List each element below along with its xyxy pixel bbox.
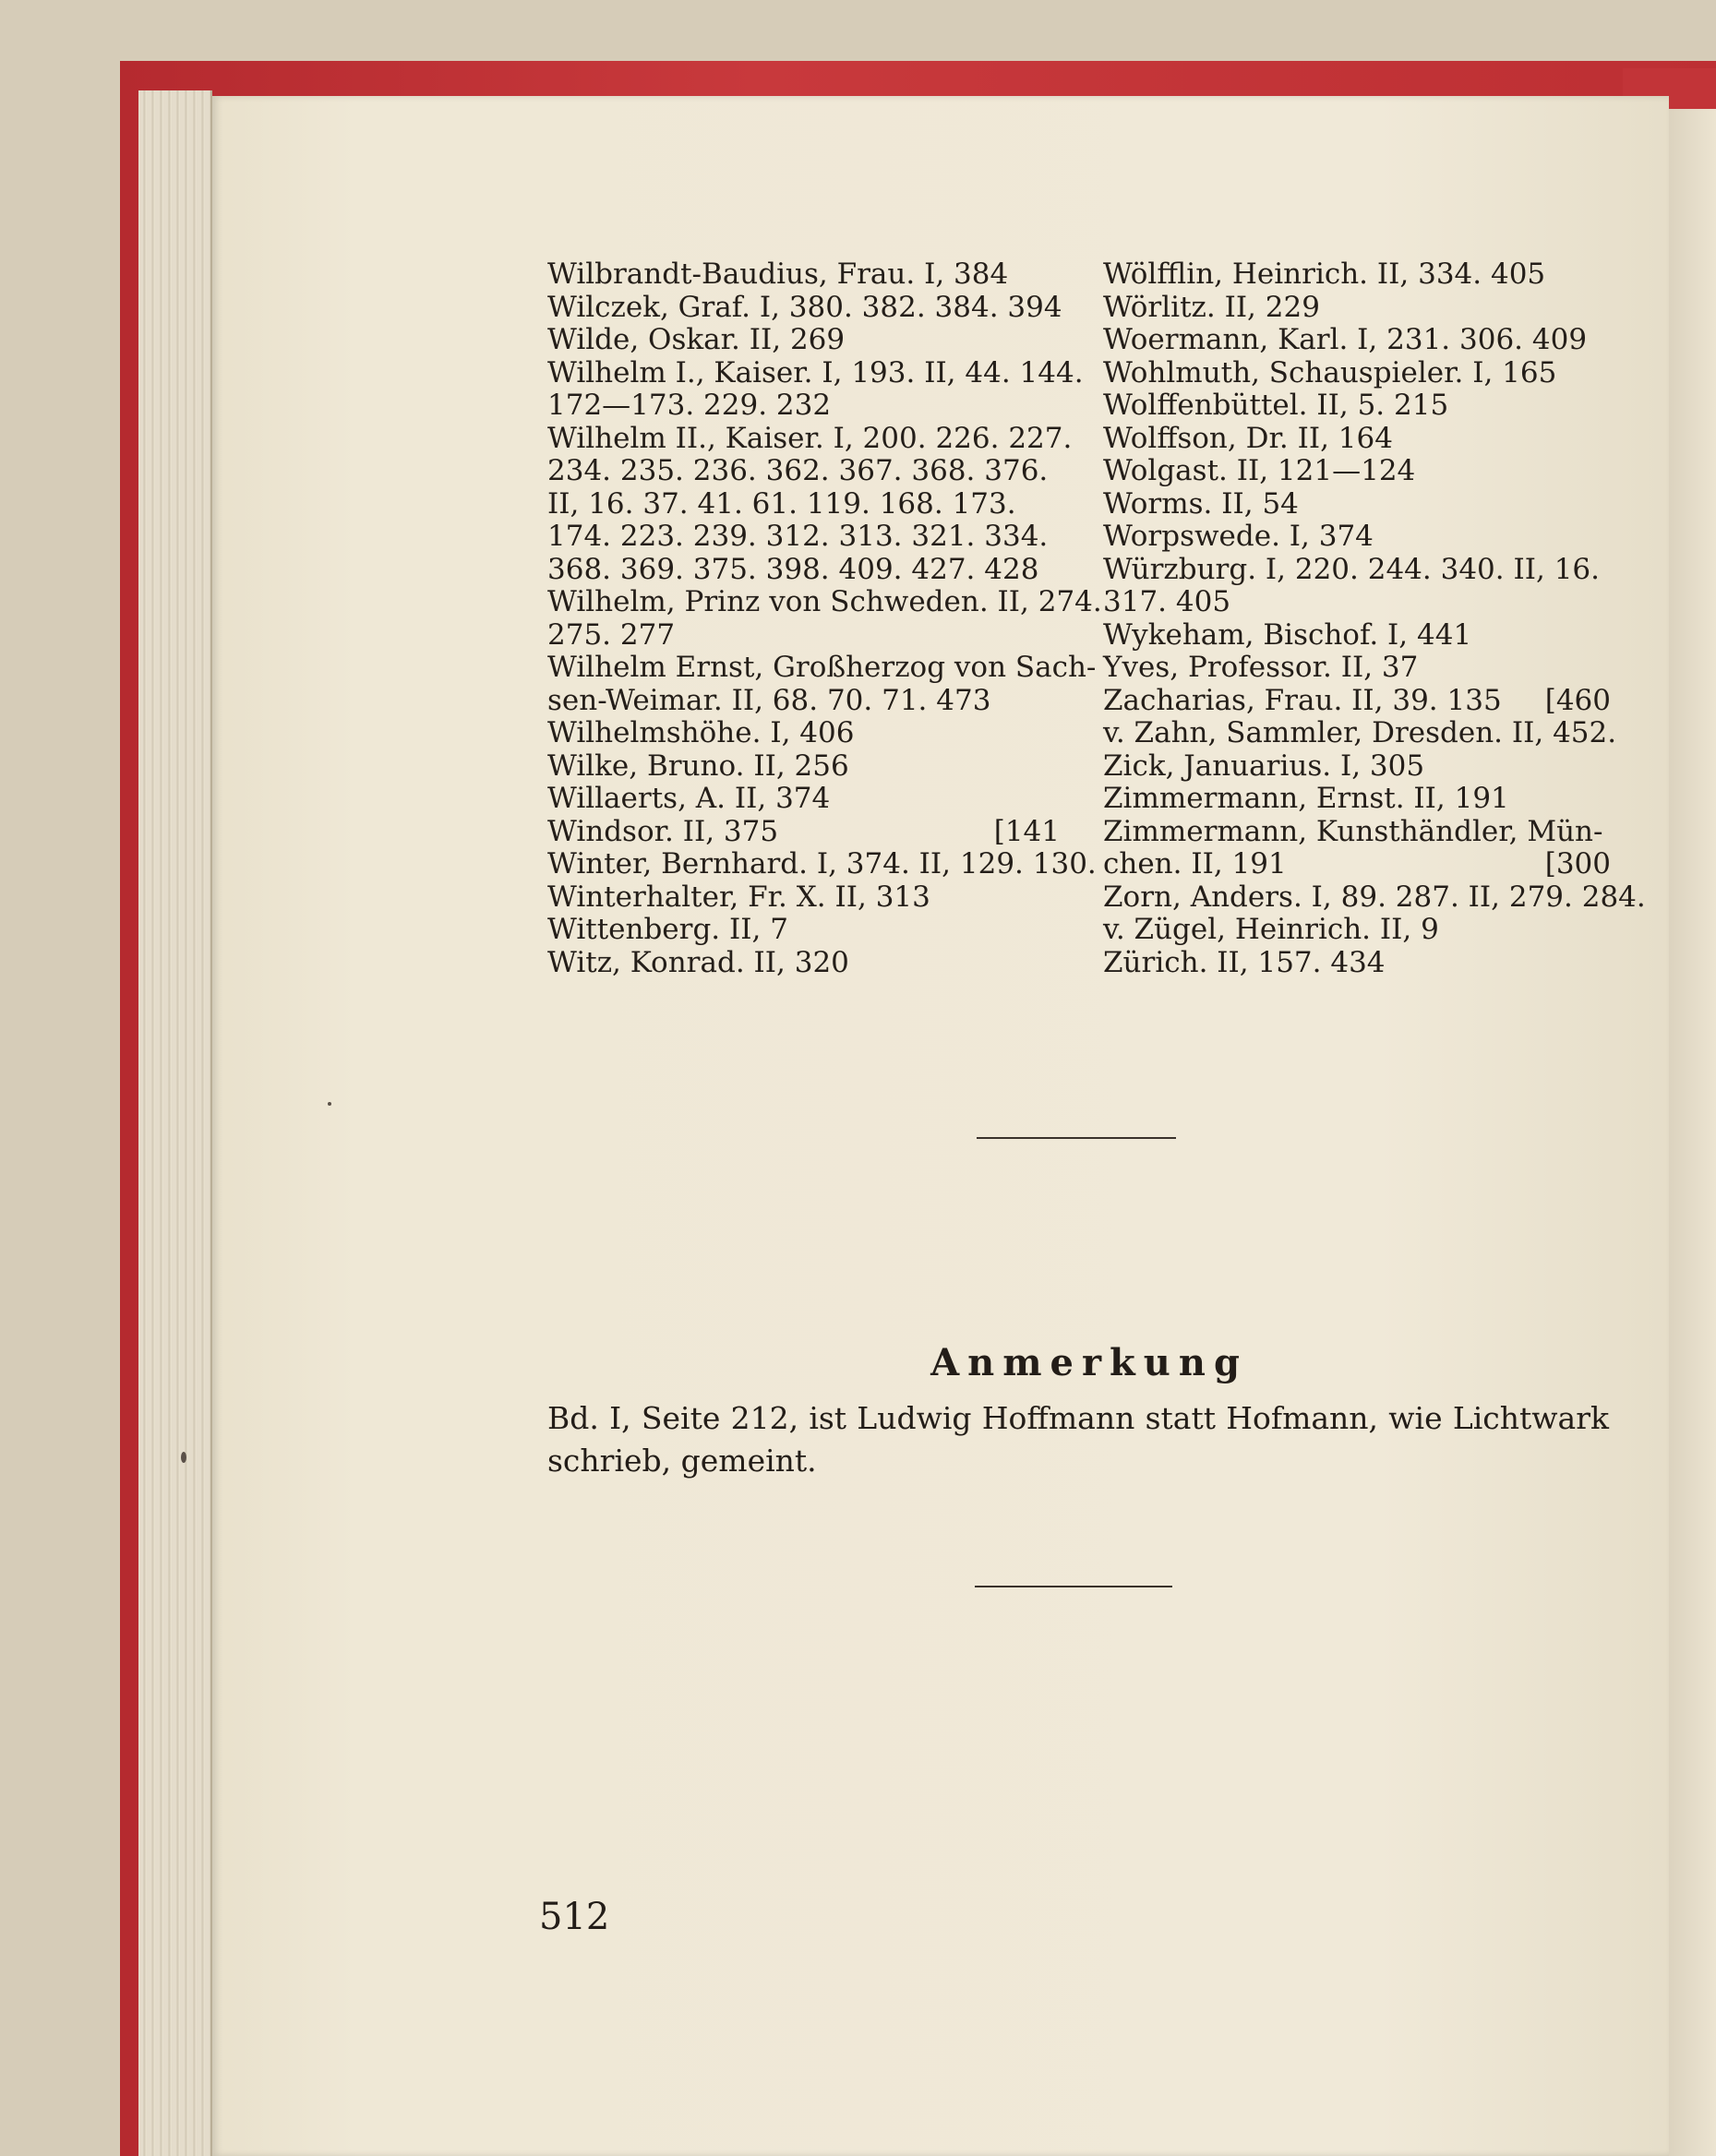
index-entry-line: Willaerts, A. II, 374 <box>547 782 831 815</box>
index-entry <box>1103 258 1611 292</box>
index-entry-line: Zimmermann, Ernst. II, 191 <box>1103 782 1509 815</box>
index-entry-line: Windsor. II, 375 <box>547 814 779 848</box>
page-edges <box>138 90 212 2156</box>
index-entry-line: Wilhelmshöhe. I, 406 <box>547 716 855 749</box>
index-entry-line: Winterhalter, Fr. X. II, 313 <box>547 880 930 914</box>
index-entry <box>547 651 1097 717</box>
index-entry-line: Wilczek, Graf. I, 380. 382. 384. 394 <box>547 290 1062 324</box>
index-entry-continuation: chen. II, 191 <box>1103 847 1287 880</box>
index-entry <box>547 881 1060 915</box>
index-entry <box>1103 816 1611 881</box>
index-entry <box>1103 488 1611 521</box>
index-entry <box>547 947 1060 980</box>
index-entry-line: Winter, Bernhard. I, 374. II, 129. 130. <box>547 847 1097 880</box>
index-entry-continuation: 275. 277 <box>547 617 676 652</box>
index-entry <box>547 258 1060 292</box>
index-entry-line: Wörlitz. II, 229 <box>1103 290 1320 324</box>
index-entry <box>547 717 1060 750</box>
index-entry <box>1103 750 1611 784</box>
index-entry-line: Zimmermann, Kunsthändler, Mün- <box>1103 814 1603 848</box>
index-entry <box>1103 521 1611 554</box>
index-entry <box>1103 914 1611 947</box>
index-entry-line: Wolgast. II, 121—124 <box>1103 454 1416 487</box>
index-column-left <box>547 258 1102 979</box>
section-rule-bottom <box>975 1586 1172 1587</box>
index-entry <box>547 421 1073 587</box>
index-entry <box>1103 619 1611 653</box>
index-entry <box>1103 652 1611 685</box>
index-entry-continuation: 368. 369. 375. 398. 409. 427. 428 <box>547 552 1039 586</box>
index-entry-line: Woermann, Karl. I, 231. 306. 409 <box>1103 323 1588 356</box>
index-entry-line: Worpswede. I, 374 <box>1103 520 1374 553</box>
index-entry-continuation: II, 16. 37. 41. 61. 119. 168. 173. <box>547 486 1016 521</box>
index-entry-line: Zacharias, Frau. II, 39. 135 <box>1103 683 1502 717</box>
index-entry-line: v. Zügel, Heinrich. II, 9 <box>1103 913 1439 946</box>
index-entry-line: v. Zahn, Sammler, Dresden. II, 452. <box>1103 716 1617 749</box>
index-entry <box>1103 947 1611 980</box>
carryover-page-marker: [141 <box>993 814 1060 848</box>
index-entry-line: Wolffenbüttel. II, 5. 215 <box>1103 389 1449 422</box>
note-heading: Anmerkung <box>930 1341 1248 1384</box>
index-entry <box>1103 292 1611 325</box>
index-entry <box>1103 423 1611 456</box>
index-entry <box>547 847 1097 881</box>
carryover-page-marker: [300 <box>1544 847 1611 880</box>
index-entry-line: Wilhelm, Prinz von Schweden. II, 274. <box>547 585 1102 618</box>
index-entry-line: Worms. II, 54 <box>1103 486 1299 521</box>
index-entry-line: Würzburg. I, 220. 244. 340. II, 16. <box>1103 552 1600 586</box>
index-entry-continuation: 317. 405 <box>1103 585 1231 618</box>
index-entry-continuation: sen-Weimar. II, 68. 70. 71. 473 <box>547 683 991 717</box>
index-entry-line: Wittenberg. II, 7 <box>547 913 788 946</box>
index-entry <box>547 816 1060 849</box>
section-rule-top <box>977 1137 1176 1139</box>
index-entry-line: Wölfflin, Heinrich. II, 334. 405 <box>1103 258 1546 291</box>
index-entry <box>1103 554 1611 619</box>
ink-speck <box>328 1102 331 1106</box>
ink-speck <box>181 1452 186 1463</box>
page-number: 512 <box>539 1896 610 1938</box>
index-entry <box>547 292 1060 325</box>
index-entry-line: Wilhelm Ernst, Großherzog von Sach- <box>547 651 1097 684</box>
index-entry <box>1103 357 1611 390</box>
index-entry <box>1103 783 1611 816</box>
index-entry-line: Wohlmuth, Schauspieler. I, 165 <box>1103 355 1557 389</box>
note-text: Bd. I, Seite 212, ist Ludwig Hoffmann statt Hofmann, wie Lichtwark schrieb, gemeint. <box>547 1400 1609 1479</box>
index-entry-continuation: 234. 235. 236. 362. 367. 368. 376. <box>547 454 1049 487</box>
underlying-page-edge <box>1662 109 1716 2156</box>
index-entry-line: Zürich. II, 157. 434 <box>1103 945 1386 979</box>
index-entry-continuation: 172—173. 229. 232 <box>547 389 832 422</box>
index-entry-line: Wilbrandt-Baudius, Frau. I, 384 <box>547 258 1009 291</box>
index-entry <box>1103 685 1611 718</box>
index-column-right <box>1103 258 1646 979</box>
index-entry <box>1103 324 1611 357</box>
index-entry <box>547 914 1060 947</box>
index-entry-line: Yves, Professor. II, 37 <box>1103 651 1419 684</box>
index-entry-line: Wilhelm I., Kaiser. I, 193. II, 44. 144. <box>547 355 1084 389</box>
index-entry <box>1103 455 1611 488</box>
index-entry-line: Zick, Januarius. I, 305 <box>1103 749 1425 783</box>
index-entry-line: Wilke, Bruno. II, 256 <box>547 749 849 783</box>
index-entry-line: Witz, Konrad. II, 320 <box>547 945 849 979</box>
carryover-page-marker: [460 <box>1544 683 1611 717</box>
index-entry-continuation: 174. 223. 239. 312. 313. 321. 334. <box>547 520 1049 553</box>
index-entry-line: Zorn, Anders. I, 89. 287. II, 279. 284. <box>1103 880 1646 914</box>
index-entry <box>1103 880 1646 915</box>
index-entry <box>547 355 1084 423</box>
index-entry-line: Wilhelm II., Kaiser. I, 200. 226. 227. <box>547 421 1073 455</box>
index-entry <box>547 783 1060 816</box>
index-entry-line: Wilde, Oskar. II, 269 <box>547 323 846 356</box>
index-entry-line: Wolffson, Dr. II, 164 <box>1103 421 1393 455</box>
index-entry <box>547 585 1102 652</box>
index-entry <box>547 324 1060 357</box>
index-entry <box>547 750 1060 784</box>
index-entry-line: Wykeham, Bischof. I, 441 <box>1103 617 1472 652</box>
index-entry <box>1103 716 1617 750</box>
index-entry <box>1103 389 1611 423</box>
